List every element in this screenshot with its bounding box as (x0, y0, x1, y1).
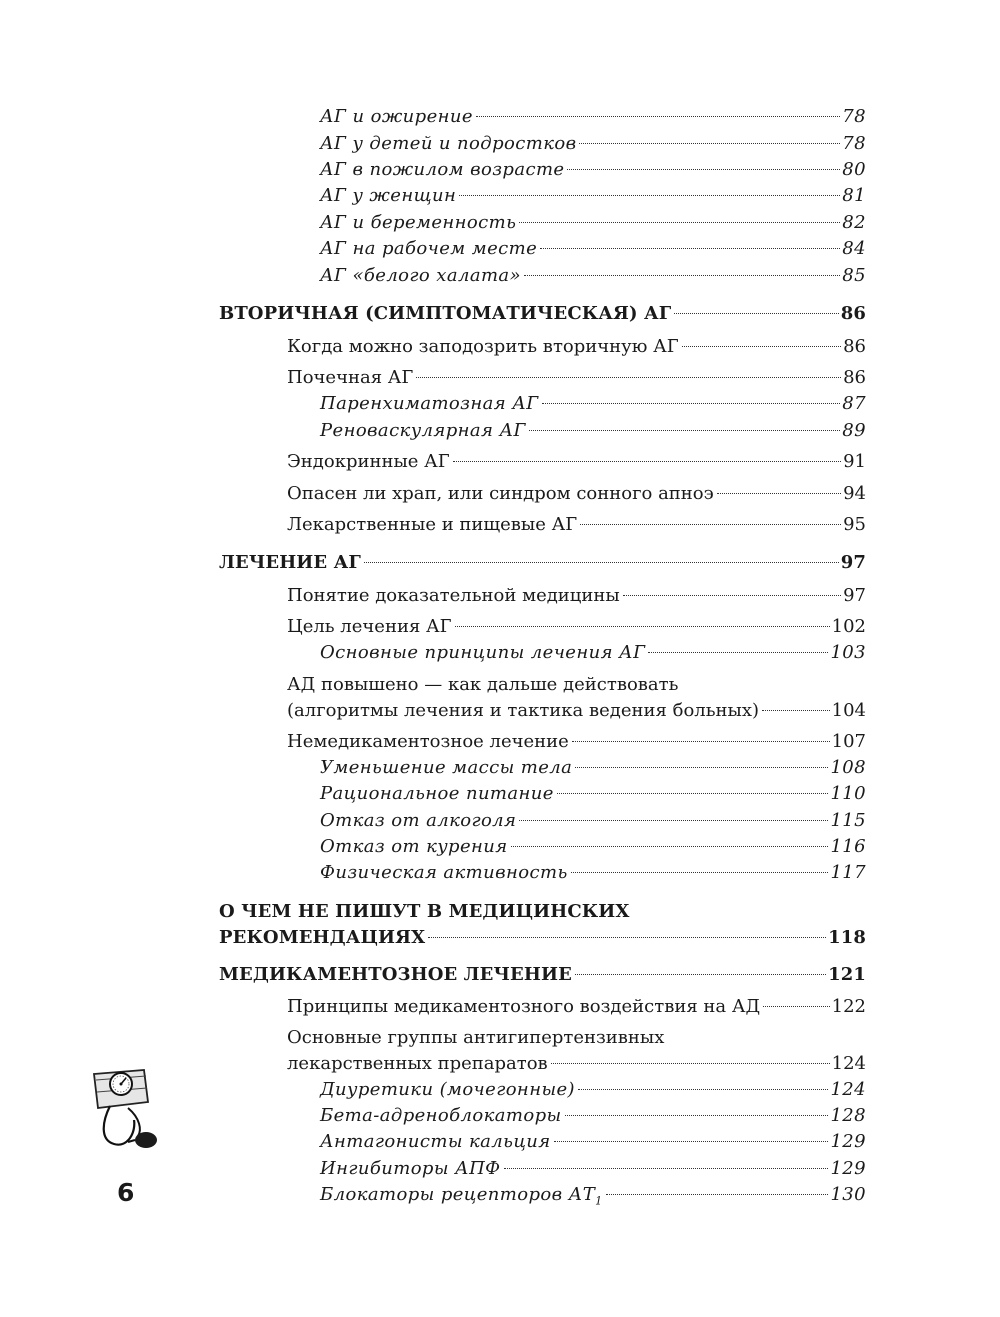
toc-entry-title: Бета-адреноблокаторы (320, 1105, 562, 1126)
toc-entry-title: Отказ от курения (320, 836, 508, 857)
toc-entry[interactable] (287, 365, 866, 391)
toc-entry-title: Отказ от алкоголя (320, 810, 517, 831)
dot-leader (571, 872, 829, 873)
dot-leader (511, 846, 829, 847)
toc-entry[interactable] (320, 1129, 866, 1155)
dot-leader (557, 793, 829, 794)
toc-entry-page: 104 (831, 700, 866, 721)
dot-leader (551, 1063, 830, 1064)
toc-entry-title: Паренхиматозная АГ (320, 393, 539, 414)
toc-entry-page: 95 (843, 514, 866, 535)
toc-entry-title: Понятие доказательной медицины (287, 585, 620, 606)
toc-entry-title: (алгоритмы лечения и тактика ведения больных) (287, 700, 760, 721)
toc-entry[interactable] (320, 263, 866, 289)
toc-entry[interactable] (320, 210, 866, 236)
toc-entry-page: 115 (830, 810, 866, 831)
toc-entry-page: 129 (830, 1158, 866, 1179)
toc-entry[interactable] (320, 183, 866, 209)
toc-entry-page: 107 (831, 731, 866, 752)
toc-entry-title: Лекарственные и пищевые АГ (287, 514, 578, 535)
toc-entry[interactable] (320, 391, 866, 417)
toc-entry-title: Когда можно заподозрить вторичную АГ (287, 336, 679, 357)
toc-entry-title: АГ и ожирение (320, 106, 473, 127)
toc-entry-title: Цель лечения АГ (287, 616, 452, 637)
toc-entry-page: 116 (830, 836, 866, 857)
toc-entry[interactable] (287, 994, 866, 1020)
toc-entry-title (320, 1182, 603, 1215)
toc-entry-title: лекарственных препаратов (287, 1053, 548, 1074)
toc-entry-page: 122 (831, 996, 866, 1017)
toc-entry-line1: Основные группы антигипертензивных (287, 1027, 665, 1048)
toc-entry[interactable] (320, 104, 866, 130)
toc-entry[interactable] (320, 640, 866, 666)
toc-entry[interactable] (320, 1077, 866, 1103)
dot-leader (542, 403, 841, 404)
toc-entry[interactable] (320, 860, 866, 886)
toc-entry-title: Почечная АГ (287, 367, 414, 388)
dot-leader (565, 1115, 829, 1116)
toc-section[interactable] (219, 962, 866, 988)
toc-entry-page: 129 (830, 1131, 866, 1152)
toc-entry-title: Основные принципы лечения АГ (320, 642, 646, 663)
dot-leader (504, 1168, 829, 1169)
toc-section-title: МЕДИКАМЕНТОЗНОЕ ЛЕЧЕНИЕ (219, 964, 572, 985)
toc-entry-page: 82 (842, 212, 866, 233)
toc-entry-page: 81 (842, 185, 866, 206)
toc-entry-title: АГ «белого халата» (320, 265, 521, 286)
toc-entry-page: 102 (831, 616, 866, 637)
dot-leader (623, 595, 841, 596)
toc-entry-title: АГ и беременность (320, 212, 517, 233)
toc-entry[interactable] (320, 236, 866, 262)
toc-entry-page: 124 (831, 1053, 866, 1074)
toc-entry-page: 86 (843, 336, 866, 357)
dot-leader (567, 169, 840, 170)
toc-entry[interactable] (320, 157, 866, 183)
dot-leader (519, 820, 828, 821)
dot-leader (674, 313, 838, 314)
toc-entry-title: Принципы медикаментозного воздействия на АД (287, 996, 761, 1017)
toc-section[interactable] (219, 550, 866, 576)
toc-entry-page: 124 (830, 1079, 866, 1100)
toc-entry-page: 117 (830, 862, 866, 883)
dot-leader (554, 1141, 829, 1142)
toc-entry-page: 94 (843, 483, 866, 504)
toc-entry-title: Немедикаментозное лечение (287, 731, 569, 752)
dot-leader (575, 974, 826, 975)
toc-entry[interactable] (287, 583, 866, 609)
dot-leader (578, 1089, 828, 1090)
toc-entry-page: 97 (843, 585, 866, 606)
dot-leader (364, 562, 839, 563)
dot-leader (476, 116, 840, 117)
page-number: 6 (117, 1178, 135, 1207)
toc-entry-title: Антагонисты кальция (320, 1131, 551, 1152)
toc-section[interactable] (219, 925, 866, 951)
toc-entry-page: 91 (843, 451, 866, 472)
toc-entry[interactable] (287, 614, 866, 640)
dot-leader (416, 377, 841, 378)
toc-entry[interactable] (320, 418, 866, 444)
dot-leader (762, 710, 830, 711)
toc-section[interactable] (219, 301, 866, 327)
toc-entry[interactable] (320, 1156, 866, 1182)
subscript: 1 (595, 1194, 603, 1208)
dot-leader (606, 1194, 829, 1195)
toc-entry-title: Ингибиторы АПФ (320, 1158, 501, 1179)
toc-entry-title-text: Блокаторы рецепторов АТ (320, 1184, 596, 1205)
dot-leader (682, 346, 841, 347)
toc-entry-page: 130 (830, 1184, 866, 1205)
toc-entry-page: 78 (842, 106, 866, 127)
toc-entry-title: Опасен ли храп, или синдром сонного апноэ (287, 483, 714, 504)
blood-pressure-monitor-icon (88, 1062, 160, 1157)
toc-entry-page: 128 (830, 1105, 866, 1126)
toc-entry-title: Уменьшение массы тела (320, 757, 573, 778)
toc-entry[interactable] (320, 1103, 866, 1129)
dot-leader (519, 222, 840, 223)
dot-leader (529, 430, 840, 431)
toc-entry[interactable] (287, 1051, 866, 1077)
toc-entry-page: 80 (842, 159, 866, 180)
toc-section-title: ЛЕЧЕНИЕ АГ (219, 552, 361, 573)
toc-entry[interactable] (287, 334, 866, 360)
dot-leader (763, 1006, 830, 1007)
toc-entry-page: 78 (842, 133, 866, 154)
dot-leader (648, 652, 828, 653)
toc-entry-title: АГ на рабочем месте (320, 238, 538, 259)
toc-entry-title: АГ у детей и подростков (320, 133, 577, 154)
toc-entry-title: АГ в пожилом возрасте (320, 159, 565, 180)
dot-leader (580, 524, 841, 525)
toc-entry-page: 121 (828, 964, 866, 985)
dot-leader (540, 248, 840, 249)
dot-leader (428, 937, 826, 938)
toc-entry[interactable] (287, 449, 866, 475)
toc-entry[interactable] (320, 755, 866, 781)
dot-leader (717, 493, 841, 494)
toc-entry-title: Реноваскулярная АГ (320, 420, 526, 441)
toc-section-title: РЕКОМЕНДАЦИЯХ (219, 927, 426, 948)
toc-entry-title: Физическая активность (320, 862, 568, 883)
dot-leader (524, 275, 840, 276)
toc-entry-page: 87 (842, 393, 866, 414)
toc-entry-title: Рациональное питание (320, 783, 554, 804)
dot-leader (572, 741, 830, 742)
toc-entry-line1: АД повышено — как дальше действовать (287, 674, 679, 695)
toc-entry-page: 97 (840, 552, 866, 573)
toc-section-line1: О ЧЕМ НЕ ПИШУТ В МЕДИЦИНСКИХ (219, 901, 630, 922)
toc-entry[interactable] (320, 781, 866, 807)
toc-entry[interactable] (320, 131, 866, 157)
dot-leader (453, 461, 841, 462)
toc-entry[interactable] (287, 512, 866, 538)
toc-entry-page: 108 (830, 757, 866, 778)
dot-leader (575, 767, 828, 768)
toc-entry-page: 103 (830, 642, 866, 663)
toc-entry-title: АГ у женщин (320, 185, 457, 206)
toc-entry-page: 86 (840, 303, 866, 324)
toc-entry[interactable] (320, 1182, 866, 1215)
toc-entry-page: 118 (828, 927, 866, 948)
toc-entry-page: 84 (842, 238, 866, 259)
toc-entry-title: Эндокринные АГ (287, 451, 450, 472)
toc-entry-page: 86 (843, 367, 866, 388)
dot-leader (579, 143, 840, 144)
toc-entry[interactable] (287, 481, 866, 507)
toc-entry[interactable] (320, 808, 866, 834)
toc-entry-title: Диуретики (мочегонные) (320, 1079, 575, 1100)
dot-leader (459, 195, 840, 196)
dot-leader (455, 626, 830, 627)
toc-entry[interactable] (320, 834, 866, 860)
toc-entry[interactable] (287, 729, 866, 755)
toc-entry[interactable] (287, 698, 866, 724)
toc-entry-page: 89 (842, 420, 866, 441)
toc-entry-page: 110 (830, 783, 866, 804)
toc-entry-page: 85 (842, 265, 866, 286)
toc-section-title: ВТОРИЧНАЯ (СИМПТОМАТИЧЕСКАЯ) АГ (219, 303, 672, 324)
